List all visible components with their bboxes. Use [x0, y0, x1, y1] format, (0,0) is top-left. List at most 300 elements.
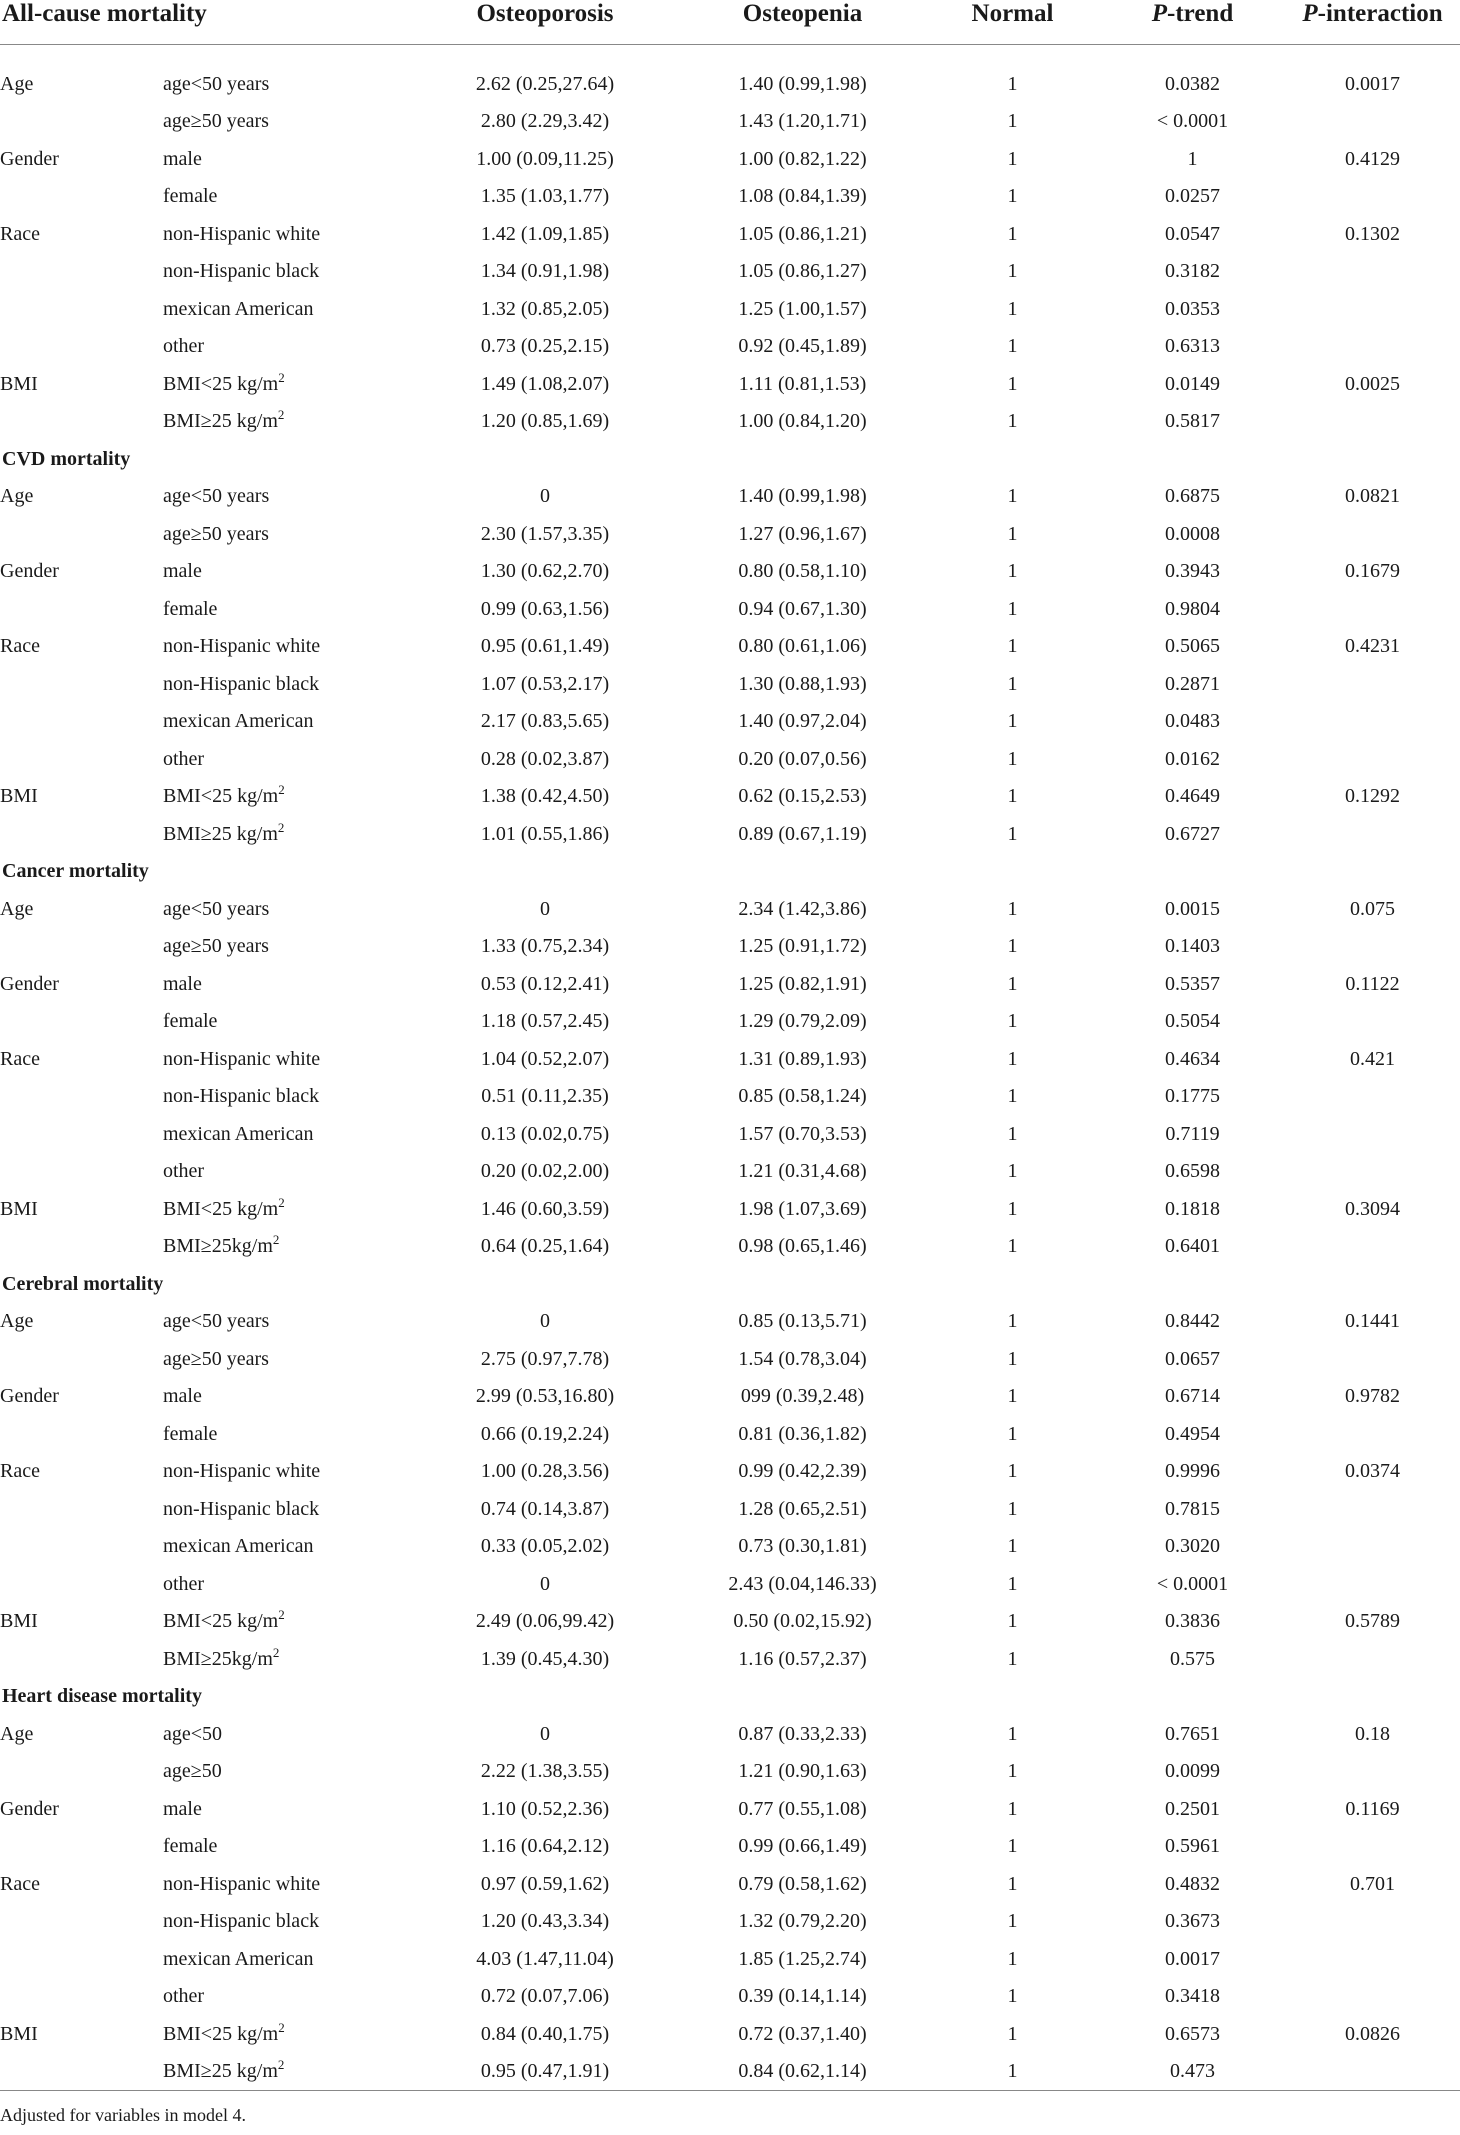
table-row — [0, 1078, 1460, 1116]
cell-subgroup: male — [163, 1797, 202, 1820]
cell-osteopenia: 0.81 (0.36,1.82) — [738, 1422, 867, 1445]
cell-normal: 1 — [1007, 1347, 1018, 1370]
cell-osteoporosis: 0.99 (0.63,1.56) — [480, 597, 610, 620]
table-row — [0, 1041, 1460, 1079]
cell-group — [0, 291, 155, 329]
cell-normal: 1 — [1007, 410, 1018, 433]
section-title: Heart disease mortality — [2, 1685, 202, 1708]
table-row — [0, 1341, 1460, 1379]
cell-osteoporosis: 2.99 (0.53,16.80) — [475, 1385, 615, 1408]
cell-group — [0, 2053, 155, 2091]
cell-osteoporosis: 1.04 (0.52,2.07) — [480, 1047, 610, 1070]
cell-osteopenia: 0.39 (0.14,1.14) — [738, 1985, 867, 2008]
cell-group — [0, 1566, 155, 1604]
cell-p-trend: 0.7651 — [1165, 1722, 1220, 1745]
cell-p-trend: 0.1403 — [1165, 935, 1220, 958]
cell-osteoporosis: 2.62 (0.25,27.64) — [475, 72, 615, 95]
cell-subgroup: mexican American — [163, 710, 314, 733]
cell-group: BMI — [0, 372, 38, 395]
cell-p-interaction: 0.4129 — [1345, 147, 1400, 170]
superscript: 2 — [272, 1232, 280, 1248]
cell-subgroup — [155, 366, 410, 404]
table-row — [0, 666, 1460, 704]
table-row — [0, 328, 1460, 366]
cell-subgroup — [155, 1191, 410, 1229]
cell-subgroup: non-Hispanic black — [163, 1910, 320, 1933]
cell-osteoporosis: 1.00 (0.09,11.25) — [476, 147, 614, 170]
cell-subgroup: age≥50 — [163, 1760, 222, 1783]
cell-osteoporosis: 1.07 (0.53,2.17) — [480, 672, 610, 695]
table-row — [0, 1716, 1460, 1754]
table-row — [0, 291, 1460, 329]
cell-osteoporosis: 0 — [540, 485, 550, 508]
cell-p-trend: 0.6875 — [1165, 485, 1220, 508]
cell-osteopenia: 1.00 (0.84,1.20) — [738, 410, 867, 433]
superscript: 2 — [272, 1644, 280, 1660]
cell-osteopenia: 1.31 (0.89,1.93) — [738, 1047, 867, 1070]
cell-osteopenia: 099 (0.39,2.48) — [740, 1385, 865, 1408]
section-title: Cancer mortality — [2, 860, 149, 883]
cell-p-trend: 0.3673 — [1165, 1910, 1220, 1933]
header-p-trend-prefix: P — [1151, 0, 1168, 27]
superscript: 2 — [278, 2019, 285, 2035]
cell-osteoporosis: 4.03 (1.47,11.04) — [476, 1947, 614, 1970]
cell-group — [0, 1078, 155, 1116]
cell-normal: 1 — [1007, 1235, 1018, 1258]
cell-osteoporosis: 1.35 (1.03,1.77) — [480, 185, 610, 208]
table-row — [0, 1566, 1460, 1604]
cell-osteopenia: 1.40 (0.99,1.98) — [738, 485, 867, 508]
cell-p-interaction — [1285, 1828, 1460, 1866]
superscript: 2 — [278, 1194, 285, 1210]
cell-group — [0, 1153, 155, 1191]
cell-p-interaction — [1285, 253, 1460, 291]
cell-p-interaction: 0.5789 — [1345, 1610, 1400, 1633]
table-row — [0, 366, 1460, 404]
cell-p-interaction: 0.0374 — [1345, 1460, 1400, 1483]
cell-p-trend: 0.3836 — [1165, 1610, 1220, 1633]
subgroup-label: BMI<25 kg/m — [163, 785, 279, 808]
cell-osteoporosis: 1.30 (0.62,2.70) — [480, 560, 610, 583]
header-osteopenia: Osteopenia — [680, 0, 925, 45]
cell-group — [0, 1941, 155, 1979]
cell-subgroup: female — [163, 1835, 218, 1858]
cell-group — [0, 516, 155, 554]
cell-subgroup: other — [163, 1985, 205, 2008]
cell-osteopenia: 0.79 (0.58,1.62) — [738, 1872, 867, 1895]
cell-group: BMI — [0, 785, 38, 808]
cell-subgroup — [155, 816, 410, 854]
cell-p-trend: 0.5817 — [1165, 410, 1220, 433]
cell-subgroup: age<50 years — [163, 1310, 270, 1333]
cell-group: Race — [0, 1047, 40, 1070]
cell-osteoporosis: 0.66 (0.19,2.24) — [480, 1422, 610, 1445]
cell-p-trend: 0.7119 — [1165, 1122, 1220, 1145]
cell-group — [0, 1003, 155, 1041]
cell-osteoporosis: 0.95 (0.61,1.49) — [480, 635, 610, 658]
cell-subgroup: mexican American — [163, 297, 314, 320]
cell-normal: 1 — [1007, 635, 1018, 658]
cell-p-interaction — [1285, 178, 1460, 216]
cell-group — [0, 1116, 155, 1154]
cell-p-trend: 0.0483 — [1165, 710, 1220, 733]
cell-group: Age — [0, 897, 34, 920]
cell-p-trend: 0.0353 — [1165, 297, 1220, 320]
cell-osteopenia: 0.80 (0.58,1.10) — [738, 560, 867, 583]
cell-p-trend: 0.3943 — [1165, 560, 1220, 583]
cell-osteoporosis: 1.32 (0.85,2.05) — [480, 297, 610, 320]
cell-normal: 1 — [1007, 260, 1018, 283]
table-row — [0, 1116, 1460, 1154]
cell-p-interaction: 0.1169 — [1345, 1797, 1400, 1820]
cell-osteoporosis: 0.33 (0.05,2.02) — [480, 1535, 610, 1558]
cell-p-interaction — [1285, 403, 1460, 441]
cell-osteoporosis: 2.22 (1.38,3.55) — [480, 1760, 610, 1783]
cell-osteoporosis: 0.95 (0.47,1.91) — [410, 2053, 680, 2091]
cell-osteopenia: 0.99 (0.42,2.39) — [738, 1460, 867, 1483]
cell-osteoporosis: 0.72 (0.07,7.06) — [480, 1985, 610, 2008]
cell-p-interaction — [1285, 1153, 1460, 1191]
cell-osteoporosis: 0.73 (0.25,2.15) — [480, 335, 610, 358]
subgroup-label: BMI<25 kg/m — [163, 1610, 279, 1633]
table-row — [0, 478, 1460, 516]
cell-p-interaction: 0.0826 — [1345, 2022, 1400, 2045]
cell-osteoporosis: 1.39 (0.45,4.30) — [480, 1647, 610, 1670]
cell-p-interaction: 0.3094 — [1345, 1197, 1400, 1220]
table-row — [0, 1641, 1460, 1679]
cell-osteoporosis: 0.74 (0.14,3.87) — [480, 1497, 610, 1520]
cell-osteopenia: 1.29 (0.79,2.09) — [738, 1010, 867, 1033]
cell-osteopenia: 1.40 (0.97,2.04) — [738, 710, 867, 733]
cell-group — [0, 253, 155, 291]
subgroup-label: BMI<25 kg/m — [163, 1197, 279, 1220]
table-row — [0, 591, 1460, 629]
superscript: 2 — [277, 819, 285, 835]
table-row — [0, 778, 1460, 816]
cell-normal: 1 — [1007, 560, 1018, 583]
cell-subgroup: non-Hispanic white — [163, 1872, 321, 1895]
cell-subgroup: mexican American — [163, 1947, 314, 1970]
cell-p-trend: 0.6313 — [1165, 335, 1220, 358]
cell-p-trend: < 0.0001 — [1156, 110, 1229, 133]
subgroup-label: BMI≥25 kg/m — [163, 2060, 278, 2082]
cell-p-interaction — [1285, 928, 1460, 966]
cell-group: BMI — [0, 1610, 38, 1633]
cell-group — [0, 591, 155, 629]
cell-p-interaction — [1285, 666, 1460, 704]
cell-normal: 1 — [1007, 822, 1018, 845]
cell-p-interaction — [1285, 1078, 1460, 1116]
cell-group: BMI — [0, 1197, 38, 1220]
table-row — [0, 1753, 1460, 1791]
cell-subgroup: male — [163, 147, 202, 170]
table-row — [0, 891, 1460, 929]
cell-normal: 1 — [1007, 710, 1018, 733]
cell-subgroup: age≥50 years — [163, 110, 269, 133]
cell-group — [0, 103, 155, 141]
subgroup-label: BMI≥25 kg/m — [163, 822, 278, 845]
cell-subgroup — [155, 778, 410, 816]
cell-normal: 1 — [1007, 1460, 1018, 1483]
cell-group: Race — [0, 1872, 40, 1895]
cell-osteoporosis: 2.80 (2.29,3.42) — [480, 110, 610, 133]
cell-p-trend: 0.0015 — [1165, 897, 1220, 920]
cell-osteopenia: 1.57 (0.70,3.53) — [738, 1122, 867, 1145]
cell-normal: 1 — [1007, 1872, 1018, 1895]
cell-p-interaction: 0.1679 — [1345, 560, 1400, 583]
cell-subgroup: non-Hispanic black — [163, 1497, 320, 1520]
cell-p-trend: < 0.0001 — [1156, 1572, 1229, 1595]
cell-normal: 1 — [1007, 897, 1018, 920]
cell-normal: 1 — [1007, 972, 1018, 995]
cell-p-interaction — [1285, 2053, 1460, 2091]
cell-p-trend: 0.5357 — [1165, 972, 1220, 995]
cell-normal: 1 — [1007, 1985, 1018, 2008]
cell-osteopenia: 1.32 (0.79,2.20) — [738, 1910, 867, 1933]
cell-group — [0, 328, 155, 366]
cell-subgroup: age<50 years — [163, 485, 270, 508]
cell-p-interaction — [1285, 1116, 1460, 1154]
cell-osteoporosis: 0.13 (0.02,0.75) — [480, 1122, 610, 1145]
cell-subgroup: female — [163, 1422, 218, 1445]
section-header-row — [0, 1678, 1460, 1716]
table-row — [0, 2053, 1460, 2091]
cell-normal: 1 — [1007, 522, 1018, 545]
cell-normal: 1 — [1007, 1947, 1018, 1970]
cell-subgroup — [155, 1641, 410, 1679]
cell-osteoporosis: 1.33 (0.75,2.34) — [480, 935, 610, 958]
superscript: 2 — [278, 369, 285, 385]
cell-subgroup: non-Hispanic black — [163, 672, 320, 695]
table-row — [0, 1228, 1460, 1266]
cell-p-trend: 0.6573 — [1165, 2022, 1220, 2045]
section-header-row — [0, 441, 1460, 479]
cell-osteopenia: 0.80 (0.61,1.06) — [738, 635, 867, 658]
cell-p-trend: 0.0382 — [1165, 72, 1220, 95]
table-row — [0, 1303, 1460, 1341]
cell-osteopenia: 1.21 (0.90,1.63) — [738, 1760, 867, 1783]
cell-normal: 1 — [1007, 72, 1018, 95]
cell-p-interaction — [1285, 1341, 1460, 1379]
cell-p-interaction — [1285, 1416, 1460, 1454]
cell-normal: 1 — [1007, 185, 1018, 208]
cell-normal: 1 — [1007, 1910, 1018, 1933]
cell-group — [0, 741, 155, 779]
cell-p-interaction — [1285, 1753, 1460, 1791]
cell-osteoporosis: 0.20 (0.02,2.00) — [480, 1160, 610, 1183]
cell-p-trend: 0.6598 — [1165, 1160, 1220, 1183]
cell-osteoporosis: 1.16 (0.64,2.12) — [480, 1835, 610, 1858]
cell-osteoporosis: 1.42 (1.09,1.85) — [480, 222, 610, 245]
cell-p-trend: 0.473 — [1100, 2053, 1285, 2091]
cell-osteopenia: 0.87 (0.33,2.33) — [738, 1722, 867, 1745]
cell-normal: 1 — [1007, 785, 1018, 808]
header-p-interaction-suffix: -interaction — [1317, 0, 1443, 27]
cell-p-trend: 0.6727 — [1165, 822, 1220, 845]
cell-subgroup — [155, 1603, 410, 1641]
cell-normal: 1 — [1007, 672, 1018, 695]
cell-normal: 1 — [1007, 110, 1018, 133]
table-row — [0, 516, 1460, 554]
cell-p-interaction — [1285, 103, 1460, 141]
cell-normal: 1 — [1007, 597, 1018, 620]
cell-p-trend: 0.0257 — [1165, 185, 1220, 208]
table-row — [0, 1378, 1460, 1416]
table-row — [0, 216, 1460, 254]
cell-group: Age — [0, 485, 34, 508]
section-title: CVD mortality — [2, 447, 131, 470]
cell-p-trend: 0.0657 — [1165, 1347, 1220, 1370]
table-row — [0, 741, 1460, 779]
cell-group — [0, 1903, 155, 1941]
table-row — [0, 553, 1460, 591]
cell-osteopenia: 0.50 (0.02,15.92) — [733, 1610, 872, 1633]
cell-osteoporosis: 2.17 (0.83,5.65) — [480, 710, 610, 733]
header-p-trend — [1100, 0, 1285, 45]
cell-normal: 1 — [1007, 372, 1018, 395]
table-footnote: Adjusted for variables in model 4. — [0, 2105, 246, 2125]
cell-group: Gender — [0, 147, 59, 170]
table-row — [0, 1528, 1460, 1566]
cell-osteoporosis: 2.75 (0.97,7.78) — [480, 1347, 610, 1370]
cell-osteopenia: 1.16 (0.57,2.37) — [738, 1647, 867, 1670]
cell-osteoporosis: 2.30 (1.57,3.35) — [480, 522, 610, 545]
cell-normal: 1 — [1007, 1197, 1018, 1220]
cell-subgroup: age≥50 years — [163, 1347, 269, 1370]
cell-p-trend: 0.2501 — [1165, 1797, 1220, 1820]
cell-subgroup: female — [163, 185, 218, 208]
header-osteoporosis: Osteoporosis — [410, 0, 680, 45]
table-header-row — [0, 0, 1460, 45]
cell-subgroup: mexican American — [163, 1122, 314, 1145]
table-row — [0, 253, 1460, 291]
table-row — [0, 1003, 1460, 1041]
cell-normal: 1 — [1007, 1385, 1018, 1408]
cell-p-interaction: 0.075 — [1350, 897, 1395, 920]
cell-p-interaction — [1285, 1491, 1460, 1529]
cell-p-interaction — [1285, 1978, 1460, 2016]
cell-p-trend: 0.575 — [1170, 1647, 1215, 1670]
cell-osteopenia: 0.77 (0.55,1.08) — [738, 1797, 867, 1820]
cell-group — [0, 928, 155, 966]
cell-normal: 1 — [1007, 1497, 1018, 1520]
cell-p-trend: 0.5054 — [1165, 1010, 1220, 1033]
cell-osteopenia: 0.94 (0.67,1.30) — [738, 597, 867, 620]
cell-osteoporosis: 2.49 (0.06,99.42) — [475, 1610, 615, 1633]
cell-normal: 1 — [1007, 1835, 1018, 1858]
table-row — [0, 1791, 1460, 1829]
cell-group: Age — [0, 72, 34, 95]
cell-normal: 1 — [1007, 485, 1018, 508]
cell-group — [0, 1978, 155, 2016]
header-all-cause-mortality: All-cause mortality — [0, 0, 410, 45]
cell-subgroup: non-Hispanic white — [163, 1047, 321, 1070]
cell-p-interaction — [1285, 1003, 1460, 1041]
cell-subgroup: age≥50 years — [163, 522, 269, 545]
cell-subgroup: mexican American — [163, 1535, 314, 1558]
cell-osteopenia: 0.72 (0.37,1.40) — [738, 2022, 867, 2045]
cell-subgroup: non-Hispanic white — [163, 1460, 321, 1483]
cell-osteopenia: 1.05 (0.86,1.27) — [738, 260, 867, 283]
cell-group: Gender — [0, 560, 59, 583]
cell-p-trend: 0.4634 — [1165, 1047, 1220, 1070]
cell-p-trend: 0.6714 — [1165, 1385, 1220, 1408]
cell-osteoporosis: 0.64 (0.25,1.64) — [480, 1235, 610, 1258]
header-p-interaction — [1285, 0, 1460, 45]
cell-group — [0, 1491, 155, 1529]
cell-subgroup: age≥50 years — [163, 935, 269, 958]
cell-osteopenia: 0.84 (0.62,1.14) — [680, 2053, 925, 2091]
cell-subgroup — [155, 2053, 410, 2091]
cell-normal: 1 — [1007, 1572, 1018, 1595]
cell-group: Race — [0, 635, 40, 658]
cell-group: Race — [0, 1460, 40, 1483]
table-row — [0, 1866, 1460, 1904]
cell-p-interaction — [1285, 741, 1460, 779]
cell-normal: 1 — [1007, 2022, 1018, 2045]
cell-subgroup: female — [163, 597, 218, 620]
cell-p-trend: 0.4954 — [1165, 1422, 1220, 1445]
cell-p-trend: 0.3182 — [1165, 260, 1220, 283]
cell-group: Race — [0, 222, 40, 245]
cell-normal: 1 — [1007, 1160, 1018, 1183]
table-row — [0, 1491, 1460, 1529]
cell-group — [0, 1228, 155, 1266]
cell-p-interaction — [1285, 591, 1460, 629]
cell-osteopenia: 1.54 (0.78,3.04) — [738, 1347, 867, 1370]
cell-group: BMI — [0, 2022, 38, 2045]
cell-p-interaction — [1285, 1641, 1460, 1679]
cell-osteoporosis: 0 — [540, 1722, 550, 1745]
cell-group — [0, 1641, 155, 1679]
table-row — [0, 928, 1460, 966]
cell-osteopenia: 1.21 (0.31,4.68) — [738, 1160, 867, 1183]
cell-group: Age — [0, 1310, 34, 1333]
cell-subgroup: male — [163, 1385, 202, 1408]
subgroup-label: BMI≥25 kg/m — [163, 410, 278, 433]
cell-p-interaction: 0.421 — [1350, 1047, 1395, 1070]
cell-normal: 1 — [1007, 1535, 1018, 1558]
table-row — [0, 1153, 1460, 1191]
cell-osteoporosis: 1.00 (0.28,3.56) — [480, 1460, 610, 1483]
cell-subgroup: other — [163, 1572, 205, 1595]
cell-osteoporosis: 1.10 (0.52,2.36) — [480, 1797, 610, 1820]
subgroup-label: BMI≥25kg/m — [163, 1647, 273, 1670]
cell-p-trend: 0.7815 — [1165, 1497, 1220, 1520]
cell-normal: 1 — [1007, 1085, 1018, 1108]
cell-p-interaction — [1285, 291, 1460, 329]
cell-osteoporosis: 0.51 (0.11,2.35) — [481, 1085, 609, 1108]
cell-p-interaction — [1285, 1903, 1460, 1941]
cell-p-trend: 0.4832 — [1165, 1872, 1220, 1895]
superscript: 2 — [277, 2057, 285, 2072]
cell-p-interaction: 0.0821 — [1345, 485, 1400, 508]
cell-normal: 1 — [1007, 297, 1018, 320]
cell-p-interaction — [1285, 1941, 1460, 1979]
cell-subgroup — [155, 1228, 410, 1266]
cell-osteopenia: 1.25 (0.82,1.91) — [738, 972, 867, 995]
cell-osteopenia: 1.08 (0.84,1.39) — [738, 185, 867, 208]
cell-subgroup: male — [163, 560, 202, 583]
cell-group — [0, 1416, 155, 1454]
cell-normal: 1 — [1007, 147, 1018, 170]
cell-osteopenia: 0.98 (0.65,1.46) — [738, 1235, 867, 1258]
cell-osteoporosis: 0 — [540, 1572, 550, 1595]
cell-osteoporosis: 0.53 (0.12,2.41) — [480, 972, 610, 995]
cell-normal: 1 — [1007, 1760, 1018, 1783]
cell-p-interaction — [1285, 1566, 1460, 1604]
cell-group — [0, 1528, 155, 1566]
